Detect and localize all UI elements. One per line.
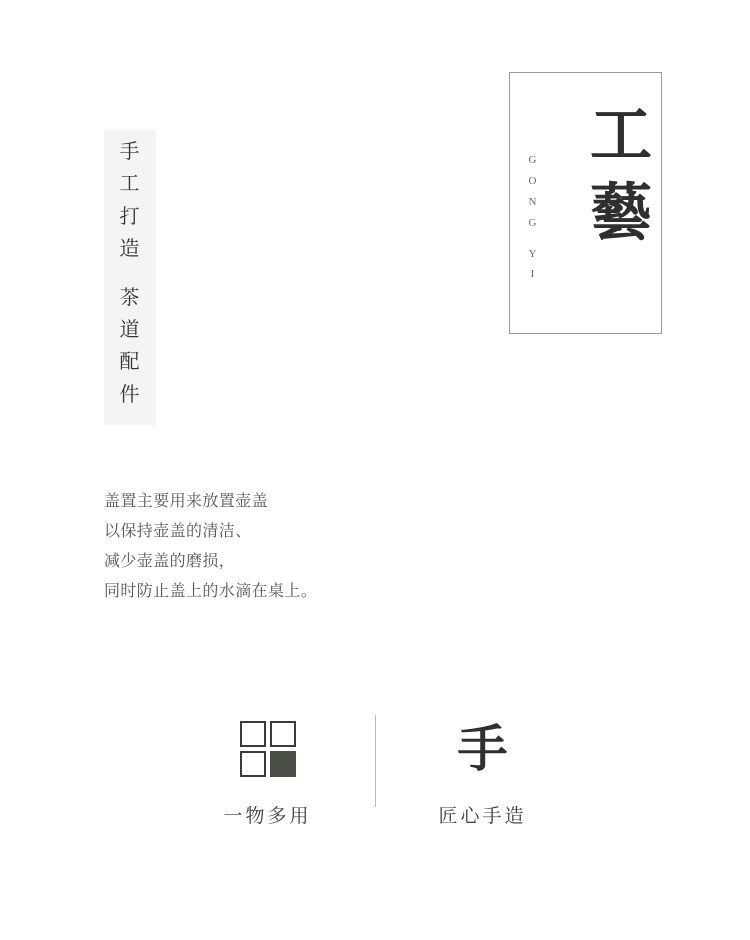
body-line-1: 盖置主要用来放置壶盖 [104, 493, 269, 510]
feature-handmade [398, 715, 568, 828]
pinyin-letter-g2: G [528, 216, 538, 229]
headline-char-3: 打 [119, 205, 141, 228]
four-squares-icon [240, 721, 296, 777]
pinyin-letter-i: I [530, 268, 536, 281]
headline-char-2: 工 [119, 173, 141, 196]
body-copy [104, 487, 524, 607]
feature-label-handmade: 匠心手造 [438, 806, 527, 827]
body-line-4: 同时防止盖上的水滴在桌上。 [104, 583, 318, 600]
feature-label-multi-use: 一物多用 [223, 806, 312, 827]
title-char-2: 藝 [589, 179, 652, 248]
square-top-right [270, 721, 296, 747]
feature-divider [375, 715, 376, 807]
square-top-left [240, 721, 266, 747]
body-line-2: 以保持壶盖的清洁、 [104, 523, 252, 540]
body-line-3: 减少壶盖的磨损， [104, 553, 236, 570]
headline-char-8: 件 [119, 383, 141, 406]
square-bottom-right-filled [270, 751, 296, 777]
headline-char-1: 手 [119, 141, 141, 163]
headline-char-4: 造 [119, 238, 141, 261]
pinyin-spacer [521, 234, 545, 244]
pinyin-letter-g: G [528, 154, 538, 166]
feature-mark-2 [458, 715, 508, 783]
feature-row [0, 715, 750, 828]
feature-multi-use [183, 715, 353, 828]
feature-mark-1 [240, 715, 296, 783]
pinyin-letter-n: N [528, 195, 538, 208]
hand-character-icon: 手 [457, 721, 508, 777]
vertical-headline [104, 136, 156, 426]
headline-char-5: 茶 [119, 286, 141, 309]
title-chinese [566, 98, 676, 253]
headline-char-6: 道 [119, 318, 141, 341]
title-pinyin [521, 150, 545, 285]
pinyin-letter-o: O [528, 174, 538, 187]
square-bottom-left [240, 751, 266, 777]
title-char-1: 工 [589, 102, 652, 170]
pinyin-letter-y: Y [528, 247, 538, 260]
headline-char-7: 配 [119, 351, 141, 374]
